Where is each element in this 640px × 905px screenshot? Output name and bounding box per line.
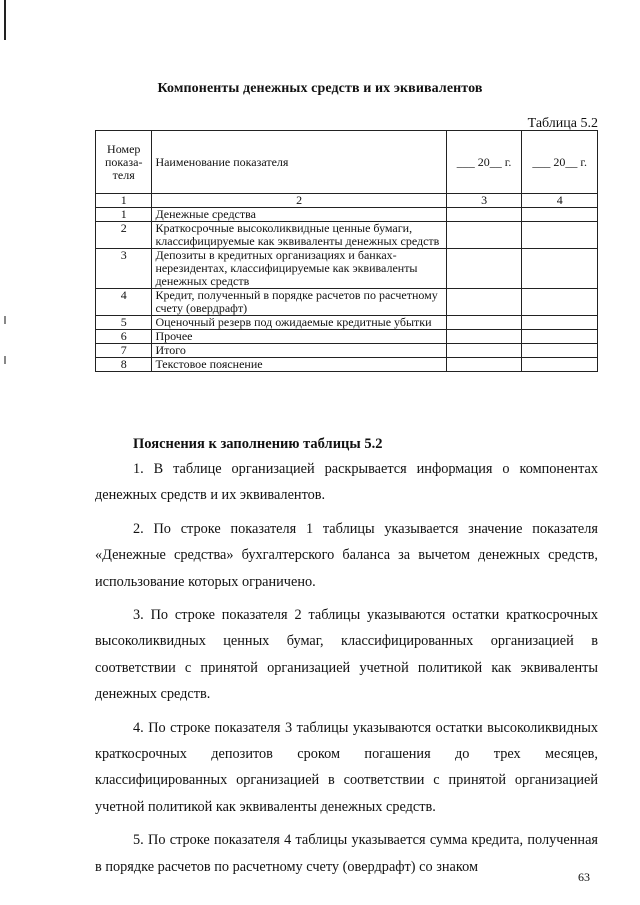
value-cell-period-1 bbox=[446, 316, 522, 330]
row-name: Текстовое пояснение bbox=[152, 358, 446, 372]
table-row bbox=[96, 330, 598, 344]
value-cell-period-2 bbox=[522, 208, 598, 222]
column-index: 2 bbox=[152, 194, 446, 208]
value-cell-period-1 bbox=[446, 222, 522, 249]
header-period-2: ___ 20__ г. bbox=[522, 131, 598, 194]
components-table bbox=[95, 130, 598, 372]
table-row bbox=[96, 222, 598, 249]
row-number: 7 bbox=[96, 344, 152, 358]
margin-scan-tick bbox=[4, 356, 6, 364]
paragraph: 4. По строке показателя 3 таблицы указываются остатки высоколиквидных краткосрочных депозитов сроком погашения до трех месяцев, классифицированных организацией в соответствии с принятой организацией учетной политикой как эквиваленты денежных средств. bbox=[95, 719, 598, 815]
table-row bbox=[96, 344, 598, 358]
row-number: 5 bbox=[96, 316, 152, 330]
value-cell-period-2 bbox=[522, 289, 598, 316]
column-index-row bbox=[96, 194, 598, 208]
table-row bbox=[96, 358, 598, 372]
instructions-text bbox=[95, 456, 598, 887]
row-name: Депозиты в кредитных организациях и банках-нерезидентах, классифицируемые как эквиваленты денежных средств bbox=[152, 249, 446, 289]
table-caption: Таблица 5.2 bbox=[527, 116, 598, 131]
value-cell-period-1 bbox=[446, 344, 522, 358]
value-cell-period-2 bbox=[522, 316, 598, 330]
page-number: 63 bbox=[578, 870, 590, 884]
value-cell-period-2 bbox=[522, 249, 598, 289]
row-number: 6 bbox=[96, 330, 152, 344]
header-name: Наименование показателя bbox=[152, 131, 446, 194]
value-cell-period-2 bbox=[522, 344, 598, 358]
row-name: Итого bbox=[152, 344, 446, 358]
row-name: Денежные средства bbox=[152, 208, 446, 222]
row-number: 2 bbox=[96, 222, 152, 249]
row-number: 3 bbox=[96, 249, 152, 289]
section-title: Пояснения к заполнению таблицы 5.2 bbox=[133, 436, 383, 452]
value-cell-period-2 bbox=[522, 222, 598, 249]
value-cell-period-1 bbox=[446, 330, 522, 344]
margin-scan-mark bbox=[4, 0, 6, 40]
paragraph: 3. По строке показателя 2 таблицы указываются остатки краткосрочных высоколиквидных ценных бумаг, классифицированных организацией в соответствии с принятой организацией учетной политикой как эквиваленты денежных средств. bbox=[95, 607, 598, 703]
table-row bbox=[96, 208, 598, 222]
value-cell-period-1 bbox=[446, 208, 522, 222]
value-cell-period-1 bbox=[446, 249, 522, 289]
page-heading: Компоненты денежных средств и их эквивалентов bbox=[157, 81, 483, 96]
table-row bbox=[96, 249, 598, 289]
table-row bbox=[96, 289, 598, 316]
row-number: 1 bbox=[96, 208, 152, 222]
row-name: Краткосрочные высоколиквидные ценные бумаги, классифицируемые как эквиваленты денежных средств bbox=[152, 222, 446, 249]
column-index: 3 bbox=[446, 194, 522, 208]
column-index: 4 bbox=[522, 194, 598, 208]
row-name: Прочее bbox=[152, 330, 446, 344]
value-cell-period-1 bbox=[446, 358, 522, 372]
paragraph: 1. В таблице организацией раскрывается информация о компонентах денежных средств и их эквивалентов. bbox=[95, 461, 598, 504]
margin-scan-tick bbox=[4, 316, 6, 324]
paragraph: 2. По строке показателя 1 таблицы указывается значение показателя «Денежные средства» бухгалтерского баланса за вычетом денежных средств, использование которых ограничено. bbox=[95, 520, 598, 590]
value-cell-period-1 bbox=[446, 289, 522, 316]
value-cell-period-2 bbox=[522, 330, 598, 344]
table-header-row bbox=[96, 131, 598, 194]
row-name: Кредит, полученный в порядке расчетов по расчетному счету (овердрафт) bbox=[152, 289, 446, 316]
row-name: Оценочный резерв под ожидаемые кредитные убытки bbox=[152, 316, 446, 330]
header-number: Номер показа-теля bbox=[96, 131, 152, 194]
header-period-1: ___ 20__ г. bbox=[446, 131, 522, 194]
column-index: 1 bbox=[96, 194, 152, 208]
value-cell-period-2 bbox=[522, 358, 598, 372]
row-number: 4 bbox=[96, 289, 152, 316]
row-number: 8 bbox=[96, 358, 152, 372]
table-row bbox=[96, 316, 598, 330]
paragraph: 5. По строке показателя 4 таблицы указывается сумма кредита, полученная в порядке расчетов по расчетному счету (овердрафт) со знаком bbox=[95, 832, 598, 875]
